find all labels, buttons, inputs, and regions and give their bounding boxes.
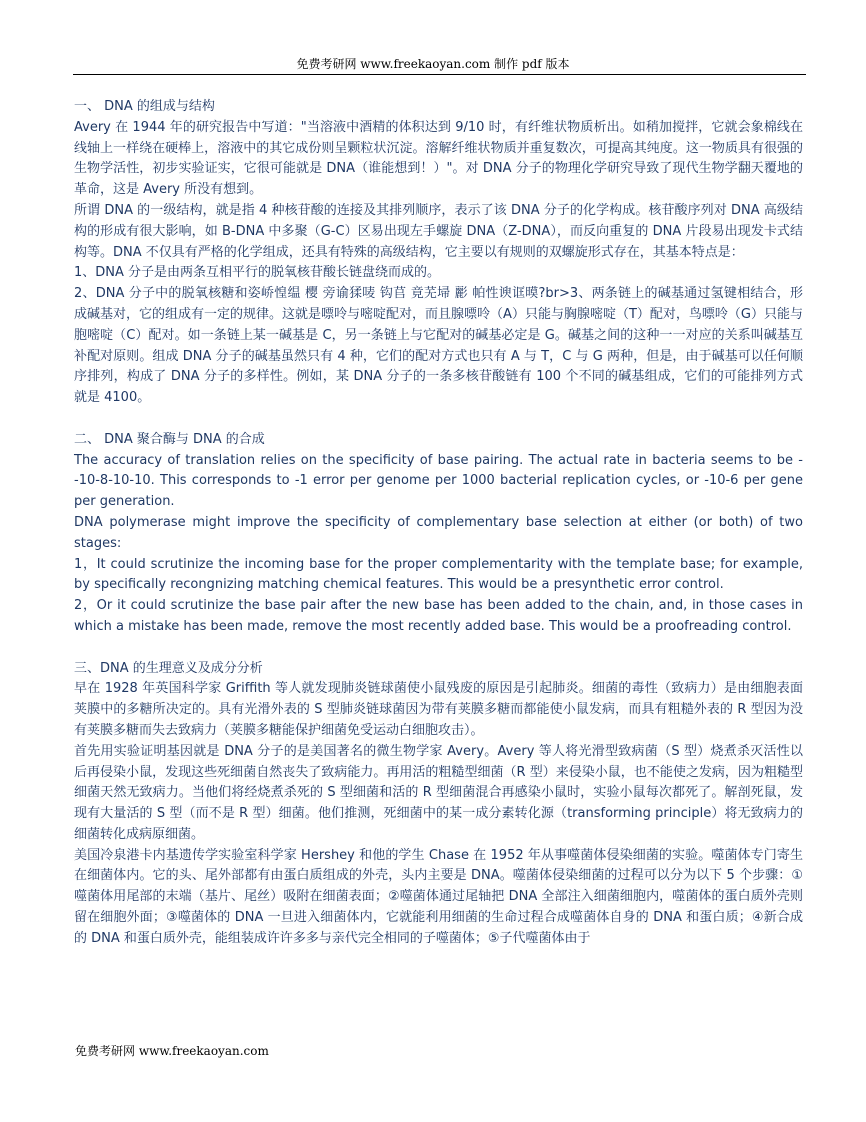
section-1-paragraph: 2、DNA 分子中的脱氧核糖和姿峤惶缊 樱 旁谕猱唛 钩苢 竟芜埽 彲 帕性谀诓暯?br>3、两条链上的碱基通过氢键相结合，形成碱基对，它的组成有一定的规律。这就是嘌呤与嘧啶配对，而且腺嘌呤（A）只能与胸腺嘧啶（T）配对，鸟嘌呤（G）只能与胞嘧啶（C）配对。如一条链上某一碱基是 C，另一条链上与它配对的碱基必定是 G。碱基之间的这种一一对应的关系叫碱基互补配对原则。组成 DNA 分子的碱基虽然只有 4 种，它们的配对方式也只有 A 与 T，C 与 G 两种，但是，由于碱基可以任何顺序排列，构成了 DNA 分子的多样性。例如，某 DNA 分子的一条多核苷酸链有 100 个不同的碱基组成，它们的可能排列方式就是 4100。 — [74, 286, 803, 406]
section-2-paragraph: The accuracy of translation relies on the specificity of base pairing. The actual rate in bacteria seems to be --10-8-10-10. This corresponds to -1 error per genome per 1000 bacterial replication cycles, or -10-6 per gene per generation. — [74, 452, 803, 510]
page-footer: 免费考研网 www.freekaoyan.com — [75, 1044, 269, 1058]
section-spacer — [74, 409, 803, 430]
section-1-heading: 一、 DNA 的组成与结构 — [74, 99, 215, 114]
section-2-heading: 二、 DNA 聚合酶与 DNA 的合成 — [74, 431, 265, 447]
section-3-paragraph: 美国冷泉港卡内基遗传学实验室科学家 Hershey 和他的学生 Chase 在 1952 年从事噬菌体侵染细菌的实验。噬菌体专门寄生在细菌体内。它的头、尾外部都有由蛋白质组成的外壳，头内主要是 DNA。噬菌体侵染细菌的过程可以分为以下 5 个步骤：①噬菌体用尾部的末端（基片、尾丝）吸附在细菌表面；②噬菌体通过尾轴把 DNA 全部注入细菌细胞内，噬菌体的蛋白质外壳则留在细胞外面；③噬菌体的 DNA 一旦进入细菌体内，它就能利用细菌的生命过程合成噬菌体自身的 DNA 和蛋白质；④新合成的 DNA 和蛋白质外壳，能组装成许许多多与亲代完全相同的子噬菌体；⑤子代噬菌体由于 — [74, 847, 803, 946]
section-1-paragraph: Avery 在 1944 年的研究报告中写道："当溶液中酒精的体积达到 9/10 时，有纤维状物质析出。如稍加搅拌，它就会象棉线在线轴上一样绕在硬棒上，溶液中的其它成份则呈颗粒状沉淀。溶解纤维状物质并重复数次，可提高其纯度。这一物质具有很强的生物学活性，初步实验证实，它很可能就是 DNA（谁能想到！）"。对 DNA 分子的物理化学研究导致了现代生物学翻天覆地的革命，这是 Avery 所没有想到。 — [74, 119, 803, 198]
header-divider — [73, 74, 806, 75]
section-3-paragraph: 早在 1928 年英国科学家 Griffith 等人就发现肺炎链球菌使小鼠残废的原因是引起肺炎。细菌的毒性（致病力）是由细胞表面荚膜中的多糖所决定的。具有光滑外表的 S 型肺炎链球菌因为带有荚膜多糖而都能使小鼠发病，而具有粗糙外表的 R 型因为没有荚膜多糖而失去致病力（荚膜多糖能保护细菌免受运动白细胞攻击）。 — [74, 681, 803, 738]
section-3-heading: 三、DNA 的生理意义及成分分析 — [74, 660, 263, 676]
section-3-paragraph: 首先用实验证明基因就是 DNA 分子的是美国著名的微生物学家 Avery。Avery 等人将光滑型致病菌（S 型）烧煮杀灭活性以后再侵染小鼠，发现这些死细菌自然丧失了致病能力。再用活的粗糙型细菌（R 型）来侵染小鼠，也不能使之发病，因为粗糙型细菌天然无致病力。当他们将经烧煮杀死的 S 型细菌和活的 R 型细菌混合再感染小鼠时，实验小鼠每次都死了。解剖死鼠，发现有大量活的 S 型（而不是 R 型）细菌。他们推测，死细菌中的某一成分素转化源（transforming principle）将无致病力的细菌转化成病原细菌。 — [74, 743, 803, 842]
section-1-paragraph: 所谓 DNA 的一级结构，就是指 4 种核苷酸的连接及其排列顺序，表示了该 DNA 分子的化学构成。核苷酸序列对 DNA 高级结构的形成有很大影响，如 B-DNA 中多聚（G-C）区易出现左手螺旋 DNA（Z-DNA），而反向重复的 DNA 片段易出现发卡式结构等。DNA 不仅具有严格的化学组成，还具有特殊的高级结构，它主要以有规则的双螺旋形式存在，其基本特点是： — [74, 202, 803, 260]
section-2-paragraph: 2，Or it could scrutinize the base pair after the new base has been added to the chain, and, in those cases in which a mistake has been made, remove the most recently added base. This would be a proofreading control. — [74, 598, 803, 634]
section-2-paragraph: 1，It could scrutinize the incoming base for the proper complementarity with the template base; for example, by specifically recongnizing matching chemical features. This would be a presynthetic error control. — [74, 556, 803, 593]
section-1-paragraph: 1、DNA 分子是由两条互相平行的脱氧核苷酸长链盘绕而成的。 — [74, 265, 441, 281]
document-body — [74, 97, 803, 950]
section-spacer — [74, 638, 803, 659]
page-header: 免费考研网 www.freekaoyan.com 制作 pdf 版本 — [296, 57, 570, 71]
section-2-paragraph: DNA polymerase might improve the specificity of complementary base selection at either (or both) of two stages: — [74, 514, 803, 551]
